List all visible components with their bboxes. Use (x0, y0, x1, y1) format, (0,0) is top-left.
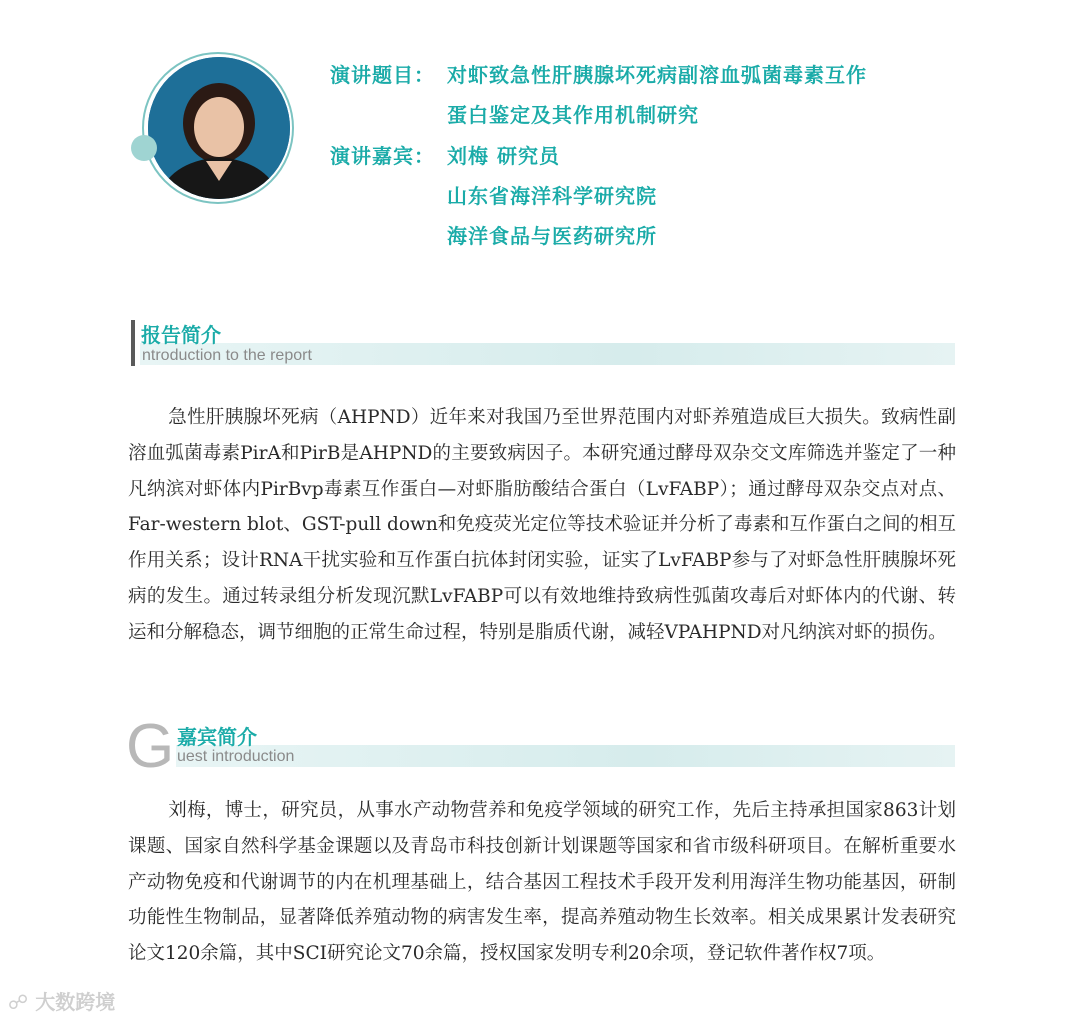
watermark (8, 986, 115, 1015)
guest-label: 演讲嘉宾： (330, 144, 435, 168)
affiliation-2: 海洋食品与医药研究所 (447, 224, 657, 248)
guest-body-text: 刘梅，博士，研究员，从事水产动物营养和免疫学领域的研究工作，先后主持承担国家863计划课题、国家自然科学基金课题以及青岛市科技创新计划课题等国家和省市级科研项目。在解析重要水产动物免疫和代谢调节的内在机理基础上，结合基因工程技术手段开发利用海洋生物功能基因，研制功能性生物制品，显著降低养殖动物的病害发生率，提高养殖动物生长效率。相关成果累计发表研究论文120余篇，其中SCI研究论文70余篇，授权国家发明专利20余项，登记软件著作权7项。 (128, 800, 956, 965)
guest-body (128, 793, 956, 972)
topic-label: 演讲题目： (330, 63, 435, 87)
report-heading-accent (131, 320, 135, 366)
report-body-text: 急性肝胰腺坏死病（AHPND）近年来对我国乃至世界范围内对虾养殖造成巨大损失。致病性副溶血弧菌毒素PirA和PirB是AHPND的主要致病因子。本研究通过酵母双杂交文库筛选并鉴定了一种凡纳滨对虾体内PirBvp毒素互作蛋白—对虾脂肪酸结合蛋白（LvFABP）；通过酵母双杂交点对点、Far-western blot、GST-pull down和免疫荧光定位等技术验证并分析了毒素和互作蛋白之间的相互作用关系；设计RNA干扰实验和互作蛋白抗体封闭实验，证实了LvFABP参与了对虾急性肝胰腺坏死病的发生。通过转录组分析发现沉默LvFABP可以有效地维持致病性弧菌攻毒后对虾体内的代谢、转运和分解稳态，调节细胞的正常生命过程，特别是脂质代谢，减轻VPAHPND对凡纳滨对虾的损伤。 (128, 407, 956, 643)
decorative-dot (131, 135, 157, 161)
guest-big-letter: G (126, 712, 175, 781)
report-title: 报告简介 (141, 323, 221, 347)
guest-title: 嘉宾简介 (177, 725, 257, 749)
topic-line-1: 对虾致急性肝胰腺坏死病副溶血弧菌毒素互作 (447, 63, 867, 87)
affiliation-1: 山东省海洋科学研究院 (447, 184, 657, 208)
speaker-photo (148, 57, 290, 199)
report-body (128, 400, 956, 651)
watermark-icon: ☍ (8, 990, 36, 1014)
watermark-text: 大数跨境 (35, 990, 116, 1014)
report-subtitle: ntroduction to the report (142, 347, 312, 364)
guest-subtitle: uest introduction (177, 748, 295, 765)
topic-line-2: 蛋白鉴定及其作用机制研究 (447, 103, 699, 127)
guest-name: 刘梅 研究员 (447, 144, 560, 168)
